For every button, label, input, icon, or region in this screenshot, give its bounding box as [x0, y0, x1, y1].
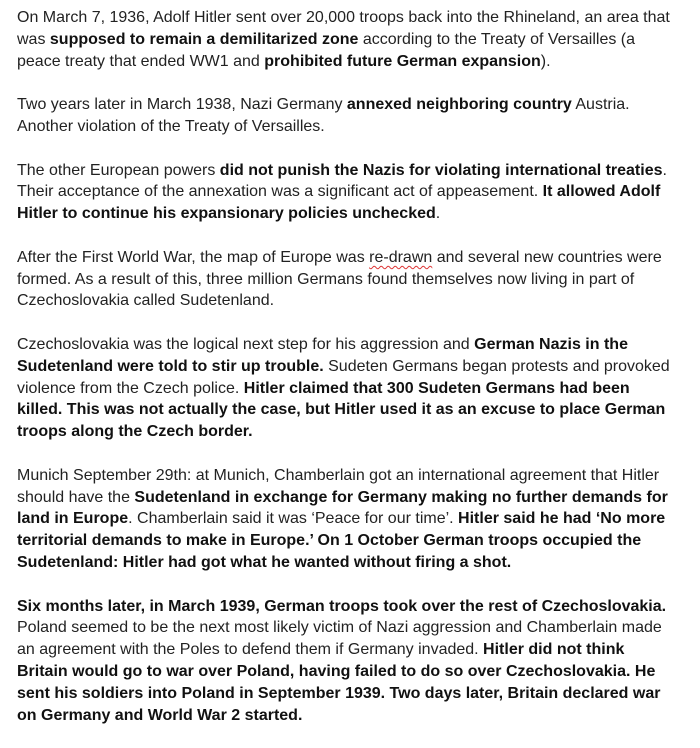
text-run: After the First World War, the map of Europe was [17, 248, 370, 266]
bold-text: troops along the Czech border. [17, 423, 253, 441]
text-line [17, 378, 697, 400]
bold-text: It allowed Adolf [542, 183, 661, 201]
text-run: formed. As a result of this, three million Germans found themselves now living in part of [17, 270, 635, 288]
bold-text: killed. This was not actually the case, but Hitler used it as an excuse to place German [17, 401, 666, 419]
text-run: an agreement with the Poles to defend them if Germany invaded. [17, 641, 484, 659]
text-line [17, 51, 697, 73]
text-run: and several new countries were [432, 248, 662, 266]
text-line [17, 94, 697, 116]
text-line [17, 181, 697, 203]
spellcheck-flagged-word: re-drawn [369, 248, 433, 266]
text-line [17, 705, 697, 727]
text-run: Sudeten Germans began protests and provoked [323, 357, 670, 375]
bold-text: on Germany and World War 2 started. [17, 706, 303, 724]
text-line [17, 203, 697, 225]
text-run: . [662, 161, 667, 179]
text-line [17, 683, 697, 705]
text-run: Their acceptance of the annexation was a significant act of appeasement. [17, 183, 543, 201]
bold-text: Hitler to continue his expansionary policies unchecked [17, 205, 436, 223]
paragraph-7 [17, 596, 697, 727]
bold-text: prohibited future German expansion [264, 52, 541, 70]
bold-text: sent his soldiers into Poland in September 1939. Two days later, Britain declared war [17, 684, 661, 702]
bold-text: Hitler did not think [483, 641, 625, 659]
text-run: . Chamberlain said it was ‘Peace for our time’. [128, 510, 459, 528]
text-line [17, 617, 697, 639]
text-line [17, 487, 697, 509]
text-run: . [435, 205, 441, 223]
paragraph-3 [17, 160, 697, 225]
text-line [17, 399, 697, 421]
paragraph-6 [17, 465, 697, 574]
text-line [17, 530, 697, 552]
text-run: Czechoslovakia was the logical next step for his aggression and [17, 335, 475, 353]
text-run: Munich September 29th: at Munich, Chamberlain got an international agreement that Hitler [17, 466, 660, 484]
bold-text: German Nazis in the [474, 335, 628, 353]
bold-text: Britain would go to war over Poland, having failed to do so over Czechoslovakia. He [17, 662, 656, 680]
bold-text: Six months later, in March 1939, German troops took over the rest of Czechoslovakia. [17, 597, 667, 615]
bold-text: territorial demands to make in Europe.’ On 1 October German troops occupied the [17, 532, 642, 550]
text-line [17, 160, 697, 182]
bold-text: land in Europe [17, 510, 129, 528]
bold-text: Sudetenland were told to stir up trouble. [17, 357, 324, 375]
text-line [17, 552, 697, 574]
text-line [17, 639, 697, 661]
text-line [17, 334, 697, 356]
paragraph-4 [17, 247, 697, 312]
text-run: On March 7, 1936, Adolf Hitler sent over 20,000 troops back into the Rhineland, an area that [17, 9, 670, 26]
text-run: was [17, 30, 50, 48]
document-body [17, 7, 697, 748]
text-run: Two years later in March 1938, Nazi Germany [17, 96, 347, 114]
paragraph-2 [17, 94, 697, 138]
bold-text: did not punish the Nazis for violating international treaties [219, 161, 663, 179]
bold-text: Hitler said he had ‘No more [458, 510, 666, 528]
text-line [17, 465, 697, 487]
text-run: Another violation of the Treaty of Versailles. [17, 117, 325, 135]
text-run: ). [540, 52, 551, 70]
text-line [17, 116, 697, 138]
text-line [17, 508, 697, 530]
paragraph-5 [17, 334, 697, 443]
bold-text: Sudetenland in exchange for Germany making no further demands for [134, 488, 668, 506]
bold-text: Sudetenland: Hitler had got what he wanted without firing a shot. [17, 553, 512, 571]
text-line [17, 247, 697, 269]
bold-text: supposed to remain a demilitarized zone [49, 30, 359, 48]
bold-text: annexed neighboring country [346, 96, 572, 114]
text-run: Austria. [571, 96, 630, 114]
text-run: should have the [17, 488, 135, 506]
text-run: peace treaty that ended WW1 and [17, 52, 265, 70]
text-line [17, 421, 697, 443]
text-line [17, 269, 697, 291]
bold-text: Hitler claimed that 300 Sudeten Germans had been [243, 379, 630, 397]
text-line [17, 661, 697, 683]
text-line [17, 356, 697, 378]
text-run: Czechoslovakia called Sudetenland. [17, 292, 275, 310]
text-run: The other European powers [17, 161, 220, 179]
text-line [17, 7, 697, 29]
paragraph-1 [17, 7, 697, 72]
text-line [17, 596, 697, 618]
text-line [17, 29, 697, 51]
text-line [17, 290, 697, 312]
text-run: violence from the Czech police. [17, 379, 244, 397]
text-run: according to the Treaty of Versailles (a [358, 30, 636, 48]
text-run: Poland seemed to be the next most likely victim of Nazi aggression and Chamberlain made [17, 619, 662, 637]
